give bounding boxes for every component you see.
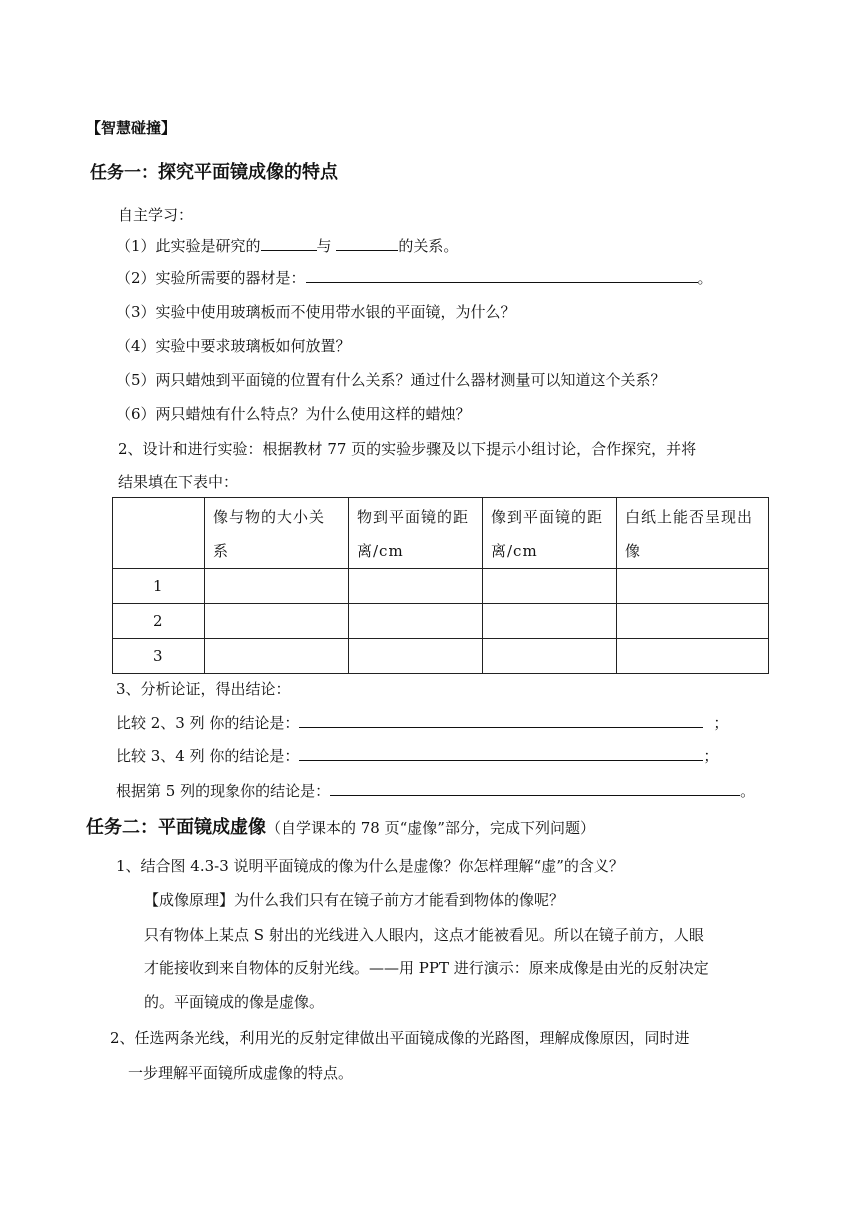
table-header-cell xyxy=(113,498,205,569)
task2-title-main: 任务二：平面镜成虚像 xyxy=(86,817,266,838)
section-title: 【智慧碰撞】 xyxy=(86,119,177,137)
blank-1b[interactable] xyxy=(336,236,398,251)
imaging-principle-question: 为什么我们只有在镜子前方才能看到物体的像呢？ xyxy=(234,891,565,909)
question-1-text-c: 的关系。 xyxy=(398,237,459,255)
table-cell[interactable] xyxy=(349,569,483,604)
design-line-1: 2、设计和进行实验：根据教材 77 页的实验步骤及以下提示小组讨论，合作探究，并将 xyxy=(118,440,697,458)
question-1-text-b: 与 xyxy=(316,237,332,255)
question-5: （5）两只蜡烛到平面镜的位置有什么关系？通过什么器材测量可以知道这个关系？ xyxy=(116,371,666,389)
results-table xyxy=(112,497,769,674)
table-cell[interactable] xyxy=(617,604,769,639)
table-row xyxy=(113,639,769,674)
conclusion-3-label: 根据第 5 列的现象你的结论是： xyxy=(116,782,331,800)
analysis-heading: 3、分析论证，得出结论： xyxy=(116,680,291,698)
table-cell[interactable] xyxy=(349,604,483,639)
table-cell[interactable] xyxy=(205,569,349,604)
table-row xyxy=(113,569,769,604)
conclusion-3-end: 。 xyxy=(740,782,756,800)
table-cell[interactable] xyxy=(617,639,769,674)
task1-title-main: 探究平面镜成像的特点 xyxy=(158,162,338,183)
task2-question-2-line-2: 一步理解平面镜所成虚像的特点。 xyxy=(128,1064,354,1082)
table-header-cell: 物到平面镜的距离/cm xyxy=(349,498,483,569)
table-cell[interactable] xyxy=(483,604,617,639)
explanation-line-1: 只有物体上某点 S 射出的光线进入人眼内，这点才能被看见。所以在镜子前方，人眼 xyxy=(144,926,704,944)
conclusion-1-label: 比较 2、3 列 你的结论是： xyxy=(116,714,300,732)
table-cell[interactable] xyxy=(205,604,349,639)
question-2-end: 。 xyxy=(697,269,713,287)
table-header-cell: 像到平面镜的距离/cm xyxy=(483,498,617,569)
row-number: 3 xyxy=(113,639,205,674)
table-cell[interactable] xyxy=(349,639,483,674)
question-1-text-a: （1）此实验是研究的 xyxy=(116,237,261,255)
question-4: （4）实验中要求玻璃板如何放置？ xyxy=(116,337,351,355)
row-number: 2 xyxy=(113,604,205,639)
table-header-cell: 像与物的大小关系 xyxy=(205,498,349,569)
imaging-principle-label: 【成像原理】 xyxy=(144,891,235,909)
design-line-2: 结果填在下表中： xyxy=(118,473,239,491)
blank-2[interactable] xyxy=(306,268,698,283)
blank-1a[interactable] xyxy=(261,236,317,251)
conclusion-1-end: ； xyxy=(713,714,729,732)
table-cell[interactable] xyxy=(617,569,769,604)
question-3: （3）实验中使用玻璃板而不使用带水银的平面镜，为什么？ xyxy=(116,303,516,321)
self-study-label: 自主学习： xyxy=(118,206,194,224)
question-1 xyxy=(116,236,458,256)
table-header-row xyxy=(113,498,769,569)
task1-title-prefix: 任务一： xyxy=(90,163,158,183)
table-cell[interactable] xyxy=(205,639,349,674)
conclusion-2 xyxy=(116,746,718,766)
conclusion-2-label: 比较 3、4 列 你的结论是： xyxy=(116,747,300,765)
question-2 xyxy=(116,268,713,288)
task2-title xyxy=(86,818,595,838)
task2-subtitle: （自学课本的 78 页“虚像”部分，完成下列问题） xyxy=(266,819,595,837)
question-6: （6）两只蜡烛有什么特点？为什么使用这样的蜡烛？ xyxy=(116,405,471,423)
table-row xyxy=(113,604,769,639)
conclusion-3 xyxy=(116,781,755,801)
blank-conclusion-2[interactable] xyxy=(299,746,703,761)
imaging-principle xyxy=(144,890,564,910)
explanation-line-2: 才能接收到来自物体的反射光线。——用 PPT 进行演示：原来成像是由光的反射决定 xyxy=(144,959,709,977)
conclusion-1 xyxy=(116,713,728,733)
task2-question-2-line-1: 2、任选两条光线，利用光的反射定律做出平面镜成像的光路图，理解成像原因，同时进 xyxy=(110,1029,690,1047)
table-cell[interactable] xyxy=(483,639,617,674)
task2-question-1: 1、结合图 4.3-3 说明平面镜成的像为什么是虚像？你怎样理解“虚”的含义？ xyxy=(116,857,624,875)
blank-conclusion-3[interactable] xyxy=(330,781,740,796)
explanation-line-3: 的。平面镜成的像是虚像。 xyxy=(144,993,325,1011)
row-number: 1 xyxy=(113,569,205,604)
table-header-cell: 白纸上能否呈现出像 xyxy=(617,498,769,569)
question-2-text: （2）实验所需要的器材是： xyxy=(116,269,306,287)
task1-title xyxy=(90,163,338,183)
conclusion-2-end: ； xyxy=(703,747,719,765)
blank-conclusion-1[interactable] xyxy=(299,713,703,728)
table-cell[interactable] xyxy=(483,569,617,604)
